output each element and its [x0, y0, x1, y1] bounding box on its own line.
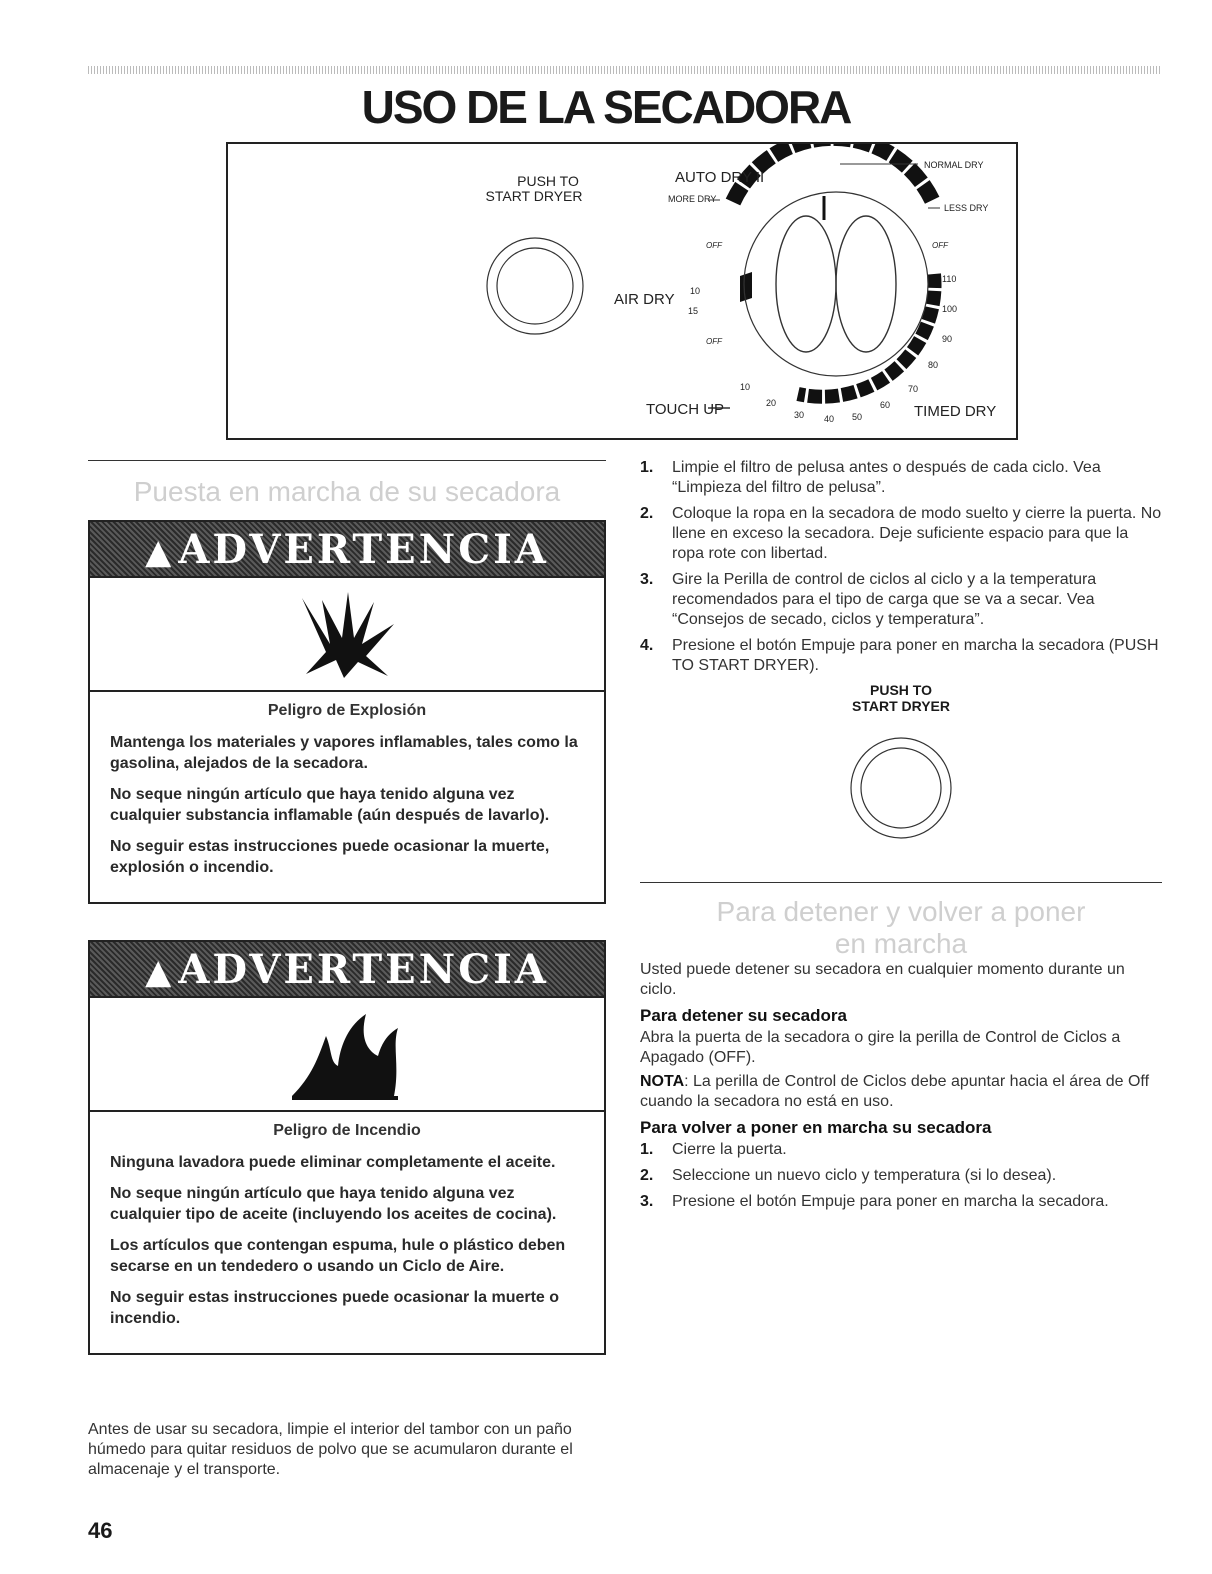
start-button-figure [640, 726, 1162, 846]
control-panel-illustration [226, 142, 1018, 440]
step-text: Coloque la ropa en la secadora de modo suelto y cierre la puerta. No llene en exceso la secadora. Deje suficiente espacio para que la ropa rote con libertad. [672, 505, 1162, 562]
step-text: Gire la Perilla de control de ciclos al ciclo y a la temperatura recomendados para el tipo de carga que se va a secar. Vea “Consejos de secado, ciclos y temperatura”. [672, 571, 1097, 628]
stop-intro: Usted puede detener su secadora en cualquier momento durante un ciclo. [640, 961, 1125, 998]
page-title: USO DE LA SECADORA [361, 81, 851, 133]
explosion-icon [292, 586, 402, 682]
timed-mark-30: 30 [794, 410, 805, 420]
list-item: 1. Cierre la puerta. [640, 1141, 787, 1158]
warning-fire [88, 940, 606, 1355]
stop-restart-column [640, 960, 1162, 1218]
stop-text: Abra la puerta de la secadora o gire la perilla de Control de Ciclos a Apagado (OFF). [640, 1029, 1121, 1066]
timed-mark-80: 80 [928, 360, 939, 370]
panel-less-dry: LESS DRY [944, 203, 989, 213]
restart-steps [640, 1140, 1162, 1212]
panel-auto-dry: AUTO DRY II [675, 169, 765, 186]
page-number: 46 [88, 1518, 113, 1543]
top-band [88, 66, 1162, 74]
panel-push-line2: START DRYER [485, 188, 583, 204]
panel-touch-up: TOUCH UP [646, 401, 725, 418]
stop-title: Para detener su secadora [640, 1006, 847, 1025]
explosion-pictogram [90, 576, 604, 692]
timed-mark-100: 100 [942, 304, 958, 314]
timed-mark-60: 60 [880, 400, 891, 410]
step-text: Limpie el filtro de pelusa antes o después de cada ciclo. Vea “Limpieza del filtro de pelusa”. [672, 459, 1101, 496]
timed-mark-40: 40 [824, 414, 835, 424]
list-item: 1. Limpie el filtro de pelusa antes o después de cada ciclo. Vea “Limpieza del filtro de pelusa”. [640, 459, 1101, 496]
panel-air-dry: AIR DRY [614, 291, 675, 308]
panel-timed-dry: TIMED DRY [914, 403, 997, 420]
note: NOTA: La perilla de Control de Ciclos debe apuntar hacia el área de Off cuando la secadora no está en uso. [640, 1073, 1150, 1110]
warning-triangle-icon: ▲ [145, 532, 175, 572]
list-item: 3. Presione el botón Empuje para poner en marcha la secadora. [640, 1193, 1109, 1210]
timed-mark-20: 20 [766, 398, 777, 408]
panel-more-dry: MORE DRY [668, 194, 717, 204]
panel-off-left: OFF [706, 241, 722, 250]
fire-pictogram [90, 996, 604, 1112]
list-item: 4. Presione el botón Empuje para poner en marcha la secadora (PUSH TO START DRYER). [640, 637, 1159, 674]
warning-line: Mantenga los materiales y vapores inflamables, tales como la gasolina, alejados de la secadora. [110, 734, 578, 772]
timed-mark-110: 110 [942, 274, 957, 284]
starting-heading: Puesta en marcha de su secadora [133, 476, 561, 507]
panel-push-line1: PUSH TO [517, 173, 579, 189]
warning-line: No seguir estas instrucciones puede ocasionar la muerte, explosión o incendio. [110, 838, 550, 876]
warning-line: No seque ningún artículo que haya tenido alguna vez cualquier tipo de aceite (incluyendo los aceites de cocina). [110, 1185, 557, 1223]
starting-steps [640, 458, 1162, 676]
pre-use-text: Antes de usar su secadora, limpie el interior del tambor con un paño húmedo para quitar residuos de polvo que se acumularon durante el almacenaje y el transporte. [88, 1421, 573, 1478]
panel-normal-dry: NORMAL DRY [924, 160, 984, 170]
start-button-caption: PUSH TO START DRYER [852, 682, 950, 714]
fire-icon [282, 1006, 412, 1102]
stop-restart-heading: Para detener y volver a poner en marcha [716, 896, 1086, 959]
step-text: Presione el botón Empuje para poner en marcha la secadora (PUSH TO START DRYER). [672, 637, 1159, 674]
left-section-rule [88, 460, 606, 461]
hazard-title: Peligro de Explosión [267, 702, 427, 719]
list-item: 2. Seleccione un nuevo ciclo y temperatura (si lo desea). [640, 1167, 1057, 1184]
timed-mark-90: 90 [942, 334, 953, 344]
air-dry-mark-10: 10 [690, 286, 701, 296]
warning-line: No seguir estas instrucciones puede ocasionar la muerte o incendio. [110, 1289, 560, 1327]
restart-title: Para volver a poner en marcha su secadora [640, 1118, 992, 1137]
warning-line: No seque ningún artículo que haya tenido alguna vez cualquier substancia inflamable (aún después de lavarlo). [110, 786, 550, 824]
hazard-title: Peligro de Incendio [273, 1122, 421, 1139]
warning-banner-label: ADVERTENCIA [178, 946, 549, 993]
warning-banner-label: ADVERTENCIA [178, 526, 549, 573]
warning-line: Los artículos que contengan espuma, hule o plástico deben secarse en un tendedero o usando un Ciclo de Aire. [110, 1237, 566, 1275]
timed-mark-50: 50 [852, 412, 863, 422]
warning-banner [90, 942, 604, 996]
panel-off-right: OFF [932, 241, 948, 250]
warning-line: Ninguna lavadora puede eliminar completamente el aceite. [110, 1154, 556, 1171]
panel-off-bottom: OFF [706, 337, 722, 346]
warning-banner [90, 522, 604, 576]
start-button-drawing [487, 238, 583, 334]
timed-mark-70: 70 [908, 384, 919, 394]
warning-triangle-icon: ▲ [145, 952, 175, 992]
right-section-rule [640, 882, 1162, 883]
starting-steps-column [640, 458, 1162, 846]
air-dry-mark-15: 15 [688, 306, 699, 316]
warning-explosion [88, 520, 606, 904]
list-item: 3. Gire la Perilla de control de ciclos al ciclo y a la temperatura recomendados para el tipo de carga que se va a secar. Vea “Consejos de secado, ciclos y temperatura”. [640, 571, 1097, 628]
list-item: 2. Coloque la ropa en la secadora de modo suelto y cierre la puerta. No llene en exceso la secadora. Deje suficiente espacio para que la ropa rote con libertad. [640, 505, 1162, 562]
timed-mark-10: 10 [740, 382, 751, 392]
